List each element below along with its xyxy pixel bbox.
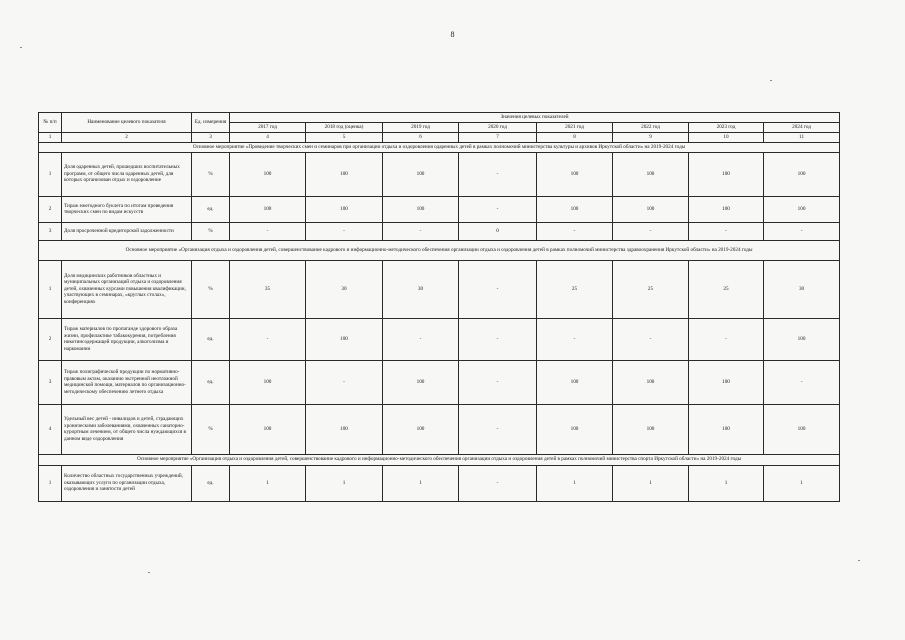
header-year: 2020 год [459,123,537,133]
row-number: 2 [39,196,62,222]
scan-speck [770,80,772,81]
header-index: 8 [537,133,613,143]
indicator-value: 100 [537,404,613,454]
indicator-value: 100 [306,404,383,454]
section-title: Основное мероприятие «Организация отдыха и оздоровления детей, совершенствование кадрового и информационно-методического обеспечения организации отдыха и оздоровления детей в рамках полномочий министерства спорта Иркутской области» на 2019-2024 годы [39,454,840,465]
indicator-value: 0 [459,222,537,240]
indicators-table [38,112,840,502]
indicator-unit: % [192,404,230,454]
header-unit: Ед. измерения [192,113,230,133]
table-row [39,152,840,196]
indicator-value: - [764,222,840,240]
indicator-value: 1 [613,465,689,501]
row-number: 4 [39,404,62,454]
indicator-value: 100 [537,196,613,222]
indicator-value: 35 [230,260,306,318]
indicator-value: 100 [383,360,459,404]
indicator-value: 100 [383,404,459,454]
section-title: Основное мероприятие «Проведение творческих смен и семинаров при организации отдыха и оздоровления одаренных детей в рамках полномочий министерства культуры и архивов Иркутской области» на 2019-2024 годы [39,142,840,152]
indicator-value: - [459,318,537,360]
indicator-value: - [459,404,537,454]
indicator-unit: % [192,260,230,318]
indicator-name: Доля одаренных детей, прошедших воспитательных программ, от общего числа одаренных детей, для которых организован отдых и оздоровление [62,152,192,196]
table-row [39,404,840,454]
header-index: 1 [39,133,62,143]
table-row [39,222,840,240]
indicator-value: - [230,222,306,240]
indicator-name: Доля медицинских работников областных и муниципальных организаций отдыха и оздоровления детей, охваченных курсами повышения квалификации, участвующих в семинарах, «круглых столах», конференциях [62,260,192,318]
indicator-value: 30 [764,260,840,318]
indicator-value: 25 [689,260,764,318]
indicator-unit: ед. [192,360,230,404]
indicator-value: 1 [764,465,840,501]
indicator-value: - [537,318,613,360]
indicator-value: 1 [306,465,383,501]
scan-speck [858,560,860,561]
indicator-value: 1 [230,465,306,501]
indicator-value: 100 [764,196,840,222]
table-row [39,260,840,318]
row-number: 1 [39,465,62,501]
header-index: 3 [192,133,230,143]
indicator-value: - [459,360,537,404]
header-index: 11 [764,133,840,143]
header-index: 9 [613,133,689,143]
header-num: № п/п [39,113,62,133]
indicator-value: 100 [230,360,306,404]
scan-speck [148,572,150,573]
header-index: 2 [62,133,192,143]
indicator-unit: % [192,152,230,196]
row-number: 1 [39,152,62,196]
indicator-value: 100 [306,152,383,196]
row-number: 1 [39,260,62,318]
indicator-name: Тираж материалов по пропаганде здорового образа жизни, профилактике табакокурения, потребления никотинсодержащей продукции, алкоголизма и наркомании [62,318,192,360]
indicator-value: 100 [383,196,459,222]
table-row [39,360,840,404]
indicator-value: 100 [230,196,306,222]
indicator-value: - [306,222,383,240]
indicator-value: 100 [613,360,689,404]
table-row [39,465,840,501]
indicator-value: - [764,360,840,404]
indicator-value: - [459,465,537,501]
row-number: 2 [39,318,62,360]
indicator-value: 100 [230,152,306,196]
header-index: 6 [383,133,459,143]
section-title: Основное мероприятие «Организация отдыха и оздоровления детей, совершенствование кадрового и информационно-методического обеспечения организации отдыха и оздоровления детей в рамках полномочий министерства здравоохранения Иркутской области» на 2019-2024 годы [39,240,840,260]
indicator-value: - [613,222,689,240]
indicator-value: - [613,318,689,360]
indicator-value: 100 [537,152,613,196]
indicator-value: - [383,222,459,240]
header-year: 2024 год [764,123,840,133]
indicator-value: 100 [613,152,689,196]
header-year: 2018 год (оценка) [306,123,383,133]
indicator-value: 100 [613,404,689,454]
indicator-value: 100 [764,404,840,454]
indicator-value: 1 [537,465,613,501]
table-row [39,318,840,360]
page-number: 8 [450,30,455,39]
indicator-value: 100 [230,404,306,454]
indicator-name: Тираж полиграфической продукции по нормативно-правовым актам, оказанию экстренной неотложной медицинской помощи, материалов по организационно-методическому обеспечению летнего отдыха [62,360,192,404]
indicator-value: 30 [383,260,459,318]
indicator-unit: ед. [192,196,230,222]
indicator-value: 100 [764,152,840,196]
indicator-value: 100 [306,318,383,360]
indicator-unit: ед. [192,318,230,360]
indicator-value: 25 [613,260,689,318]
indicator-value: 100 [689,360,764,404]
indicator-name: Доля просроченной кредиторской задолженности [62,222,192,240]
table-row [39,196,840,222]
indicator-value: 1 [689,465,764,501]
header-index: 7 [459,133,537,143]
indicator-unit: ед. [192,465,230,501]
indicator-value: 100 [689,404,764,454]
header-year: 2022 год [613,123,689,133]
header-index: 5 [306,133,383,143]
indicator-name: Тираж ежегодного буклета по итогам проведения творческих смен по видам искусств [62,196,192,222]
indicator-value: - [689,318,764,360]
indicator-value: 100 [383,152,459,196]
indicator-value: - [689,222,764,240]
scan-speck [20,47,22,48]
indicator-value: 100 [764,318,840,360]
indicator-value: 100 [689,152,764,196]
indicator-value: - [459,152,537,196]
header-name: Наименование целевого показателя [62,113,192,133]
indicator-value: 100 [613,196,689,222]
header-year: 2017 год [230,123,306,133]
indicator-value: 100 [537,360,613,404]
header-index: 4 [230,133,306,143]
indicator-value: - [306,360,383,404]
indicator-value: - [459,196,537,222]
row-number: 3 [39,360,62,404]
indicator-value: 25 [537,260,613,318]
indicator-value: - [537,222,613,240]
indicator-name: Удельный вес детей - инвалидов и детей, страдающих хроническими заболеваниями, охваченных санаторно-курортным лечением, от общего числа нуждающихся в данном виде оздоровления [62,404,192,454]
header-index: 10 [689,133,764,143]
header-values: Значения целевых показателей [230,113,840,123]
indicator-name: Количество областных государственных учреждений, оказывающих услуги по организации отдыха, оздоровления и занятости детей [62,465,192,501]
row-number: 3 [39,222,62,240]
header-year: 2019 год [383,123,459,133]
indicator-value: - [383,318,459,360]
indicator-value: 100 [306,196,383,222]
indicator-value: 30 [306,260,383,318]
header-year: 2023 год [689,123,764,133]
indicator-value: - [230,318,306,360]
header-year: 2021 год [537,123,613,133]
indicator-value: 1 [383,465,459,501]
indicator-value: - [459,260,537,318]
indicator-unit: % [192,222,230,240]
indicator-value: 100 [689,196,764,222]
